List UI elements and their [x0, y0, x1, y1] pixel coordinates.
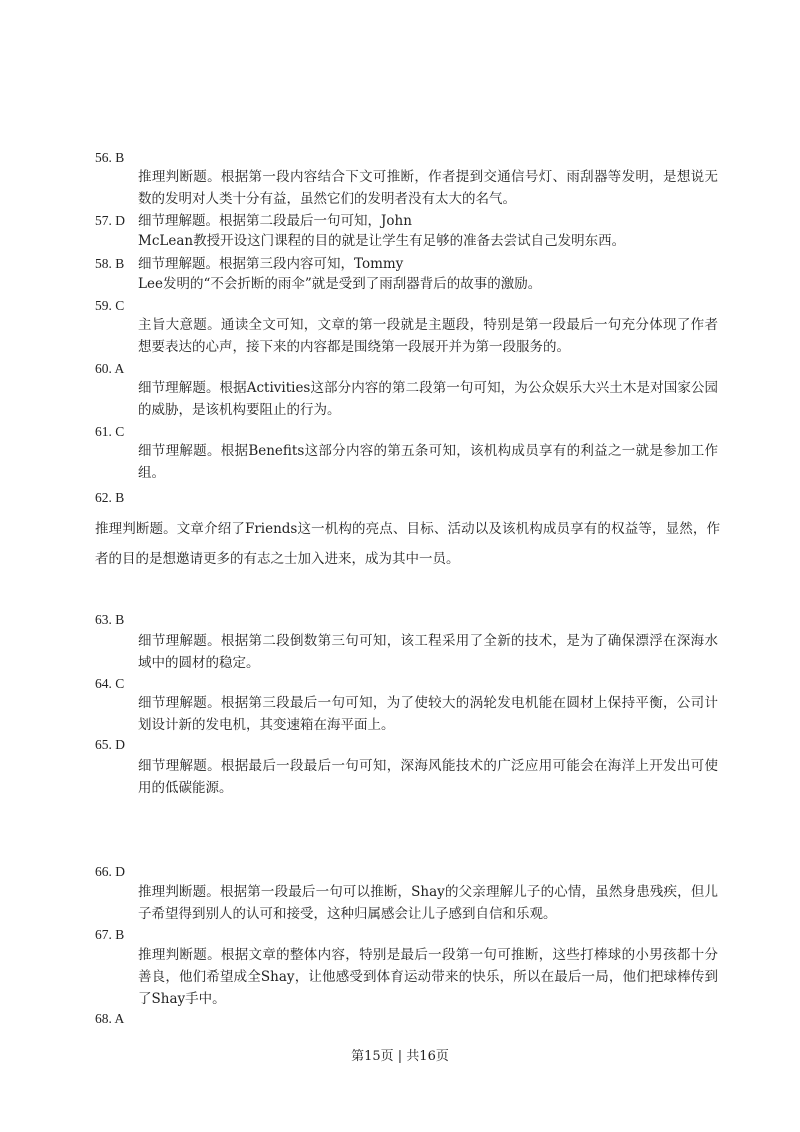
answer-number: 63. B — [95, 612, 125, 627]
answer-number: 59. C — [95, 298, 125, 313]
answer-explanation: 细节理解题。根据最后一段最后一句可知，深海风能技术的广泛应用可能会在海洋上开发出可使用的低碳能源。 — [138, 758, 718, 796]
answer-explanation: 推理判断题。文章介绍了Friends这一机构的亮点、目标、活动以及该机构成员享有的权益等，显然，作者的目的是想邀请更多的有志之士加入进来，成为其中一员。 — [95, 521, 720, 567]
answer-number: 62. B — [95, 490, 125, 505]
answer-number: 57. D — [95, 213, 125, 228]
answer-explanation: 推理判断题。根据文章的整体内容，特别是最后一段第一句可推断，这些打棒球的小男孩都十分善良，他们希望成全Shay，让他感受到体育运动带来的快乐，所以在最后一局，他们把球棒传到了Shay手中。 — [138, 947, 718, 1007]
answer-explanation: 细节理解题。根据第三段最后一句可知，为了使较大的涡轮发电机能在圆材上保持平衡，公司计划设计新的发电机，其变速箱在海平面上。 — [138, 695, 718, 733]
answer-explanation: 细节理解题。根据Activities这部分内容的第二段第一句可知，为公众娱乐大兴土木是对国家公园的威胁，是该机构要阻止的行为。 — [138, 380, 718, 418]
answer-number: 66. D — [95, 864, 125, 879]
answer-number: 68. A — [95, 1011, 125, 1026]
answer-explanation: Lee发明的“不会折断的雨伞”就是受到了雨刮器背后的故事的激励。 — [138, 276, 542, 292]
answer-number: 58. B — [95, 256, 125, 271]
answer-explanation: McLean教授开设这门课程的目的就是让学生有足够的准备去尝试自己发明东西。 — [138, 233, 626, 249]
answer-explanation-inline: 细节理解题。根据第二段最后一句可知，John — [138, 213, 412, 229]
answer-number: 65. D — [95, 737, 125, 752]
answer-explanation-inline: 细节理解题。根据第三段内容可知，Tommy — [138, 256, 404, 272]
answer-number: 64. C — [95, 676, 125, 691]
answer-number: 56. B — [95, 150, 125, 165]
answer-number: 60. A — [95, 361, 125, 376]
answer-number: 61. C — [95, 424, 125, 439]
answer-explanation: 推理判断题。根据第一段内容结合下文可推断，作者提到交通信号灯、雨刮器等发明，是想说无数的发明对人类十分有益，虽然它们的发明者没有太大的名气。 — [138, 169, 718, 207]
answer-explanation: 主旨大意题。通读全文可知，文章的第一段就是主题段，特别是第一段最后一句充分体现了作者想要表达的心声，接下来的内容都是围绕第一段展开并为第一段服务的。 — [138, 317, 718, 355]
answer-explanation: 细节理解题。根据第二段倒数第三句可知，该工程采用了全新的技术，是为了确保漂浮在深海水域中的圆材的稳定。 — [138, 633, 718, 671]
answer-explanation: 推理判断题。根据第一段最后一句可以推断，Shay的父亲理解儿子的心情，虽然身患残疾，但儿子希望得到别人的认可和接受，这种归属感会让儿子感到自信和乐观。 — [138, 884, 718, 922]
answer-explanation: 细节理解题。根据Benefits这部分内容的第五条可知，该机构成员享有的利益之一就是参加工作组。 — [138, 443, 718, 481]
answer-number: 67. B — [95, 927, 125, 942]
page-footer: 第15页 | 共16页 — [351, 1049, 449, 1064]
